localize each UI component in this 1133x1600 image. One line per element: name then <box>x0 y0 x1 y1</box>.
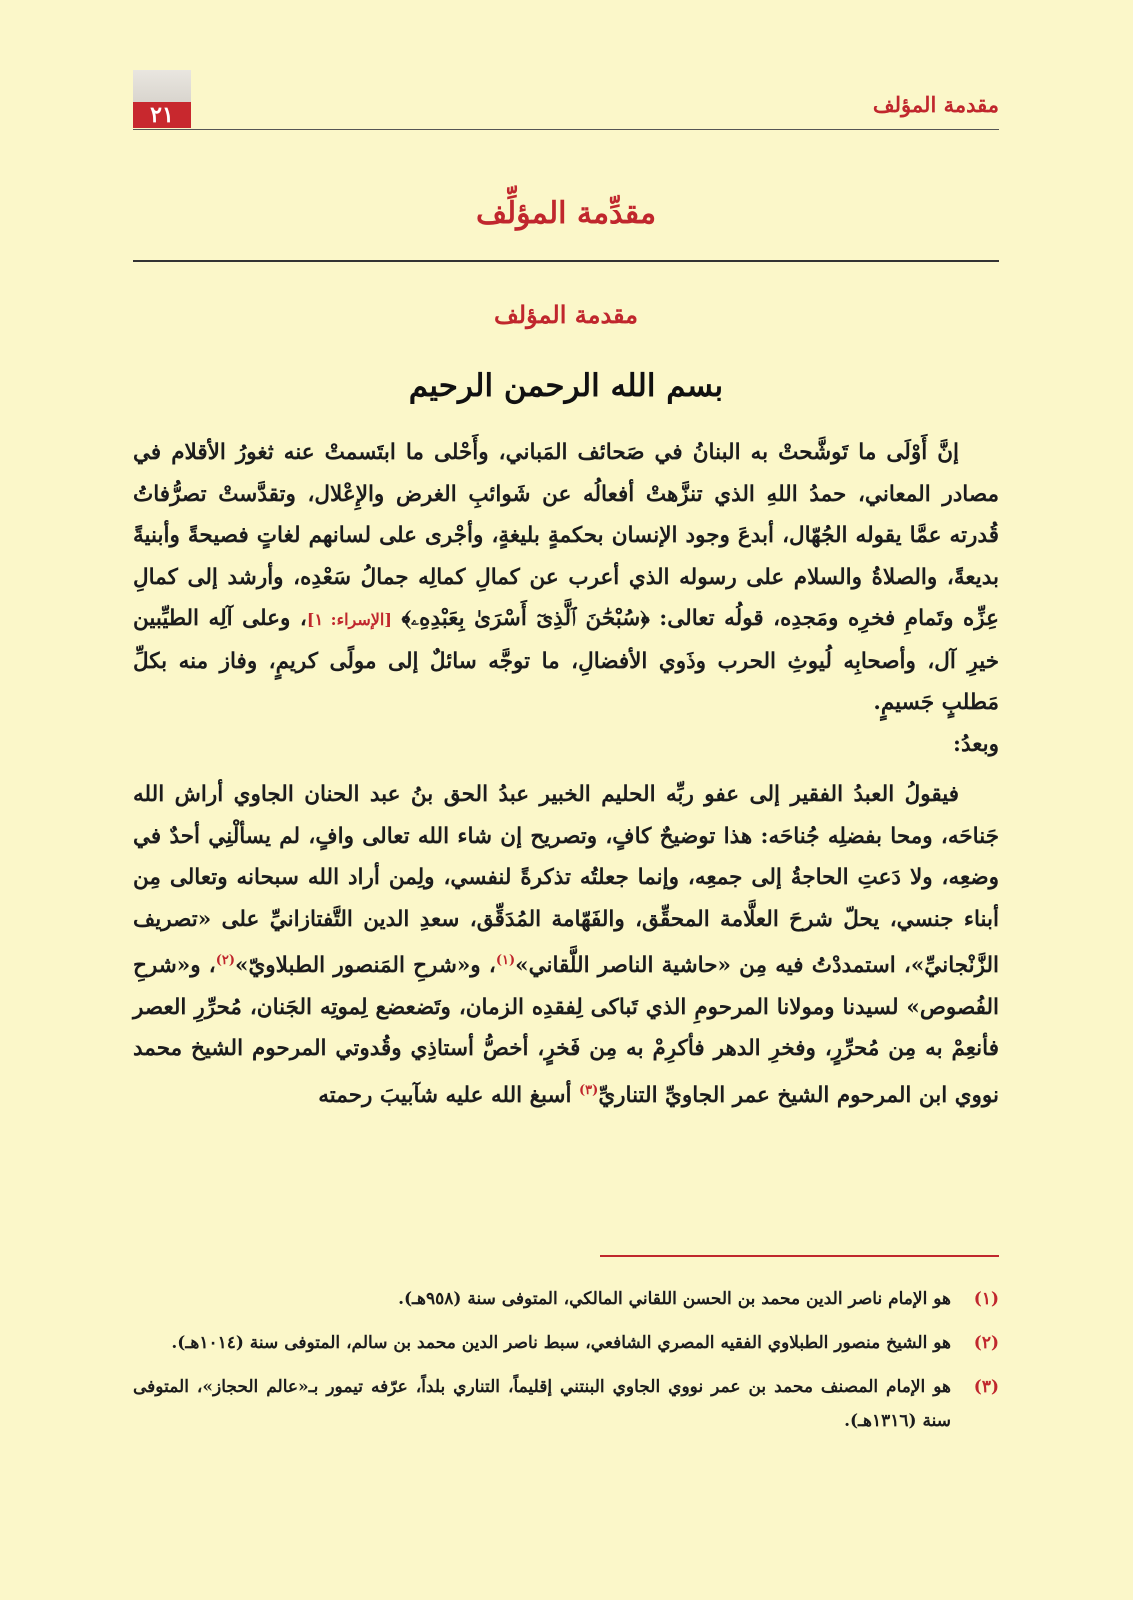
page-number-badge <box>133 70 191 128</box>
wa-baad: وبعدُ: <box>953 731 999 757</box>
section-title: مقدمة المؤلف <box>493 300 639 329</box>
paragraph-intro <box>133 432 999 724</box>
footnote-number: (٣) <box>973 1377 999 1397</box>
footnote-3 <box>133 1370 999 1438</box>
chapter-title: مقدِّمة المؤلِّف <box>475 196 657 231</box>
title-divider <box>133 260 999 262</box>
footnote-1 <box>133 1282 999 1316</box>
footnote-divider <box>600 1255 999 1257</box>
footnote-text: هو الإمام ناصر الدين محمد بن الحسن اللقاني المالكي، المتوفى سنة (٩٥٨هـ). <box>398 1289 951 1309</box>
footnote-ref-3[interactable]: (٣) <box>579 1082 599 1098</box>
body-text <box>133 432 999 1116</box>
main-text-3: ، و«شرحِ الفُصوص» لسيدنا ومولانا المرحومِ الذي تَباكى لِفقدِه الزمان، وتَضعضع لِموتِه الجَنان، مُحرِّرِ العصر فأنعِمْ به مِن مُحرِّرٍ، وفخرِ الدهر فأكرِمْ به مِن فَخرٍ، أخصُّ أستاذِي وقُدوتي المرحوم الشيخ محمد نووي ابن المرحوم الشيخ عمر الجاويِّ التناريِّ <box>133 953 999 1108</box>
page-number: ٢١ <box>150 102 174 128</box>
intro-text-continued: ، وعلى آلِه الطيِّبين خيرِ آل، وأصحابِه لُيوثِ الحرب وذَوي الأفضالِ، ما توجَّه سائلٌ إلى مولًى كريمٍ، وفاز منه بكلِّ مَطلبٍ جَسيمٍ. <box>133 606 999 715</box>
footnote-ref-2[interactable]: (٢) <box>215 953 236 968</box>
basmala: بسم الله الرحمن الرحيم <box>408 368 724 404</box>
quran-reference: [الإسراء: ١] <box>306 610 392 629</box>
page-header <box>133 70 999 130</box>
intro-text: إنَّ أَوْلَى ما تَوشَّحتْ به البنانُ في صَحائف المَباني، وأَحْلى ما ابتَسمتْ عنه ثغورُ الأقلام في مصادر المعاني، حمدُ اللهِ الذي تنزَّهتْ أفعالُه عن شَوائبِ الغرض والإِعْلال، وتقدَّستْ تصرُّفاتُ قُدرته عمَّا يقوله الجُهّال، أبدعَ وجود الإنسان بحكمةٍ بليغةٍ، وأجْرى على لسانهم لغاتٍ فصيحةً وأبنيةً بديعةً، والصلاةُ والسلام على رسوله الذي أعرب عن كمالِ كمالِه جمالُ سَعْدِه، وأرشد إلى كمالِ عِزِّه وتَمامِ فخرِه ومَجدِه، قولُه تعالى: <box>133 440 999 631</box>
footnotes <box>133 1282 999 1448</box>
footnote-number: (١) <box>973 1289 999 1309</box>
footnote-ref-1[interactable]: (١) <box>495 953 516 968</box>
running-title: مقدمة المؤلف <box>872 92 999 117</box>
footnote-text: هو الشيخ منصور الطبلاوي الفقيه المصري الشافعي، سبط ناصر الدين محمد بن سالم، المتوفى سنة (١٠١٤هـ). <box>171 1333 951 1353</box>
paragraph-main <box>133 774 999 1116</box>
main-text: فيقولُ العبدُ الفقير إلى عفو ربِّه الحليم الخبير عبدُ الحق بنُ عبد الحنان الجاوي أراش الله جَناحَه، ومحا بفضلِه جُناحَه: هذا توضيحٌ كافٍ، وتصريح إن شاء الله تعالى وافٍ، لم يسألْنِي أحدٌ في وضعِه، ولا دَعتِ الحاجةُ إلى جمعِه، وإنما جعلتُه تذكرةً لنفسي، ولِمن أراد الله سبحانه وتعالى مِن أبناء جنسي، يحلّ شرحَ العلَّامة المحقِّق، والفَهّامة المُدَقِّق، سعدِ الدين التَّفتازانيِّ على «تصريف الزَّنْجانيِّ»، استمددْتُ فيه مِن «حاشية الناصر اللَّقاني» <box>133 782 999 979</box>
footnote-text: هو الإمام المصنف محمد بن عمر نووي الجاوي البنتني إقليماً، التناري بلداً، عرّفه تيمور بـ«عالم الحجاز»، المتوفى سنة (١٣١٦هـ). <box>133 1377 951 1431</box>
footnote-2 <box>133 1326 999 1360</box>
quran-verse: ﴿سُبْحَٰنَ ٱلَّذِىٓ أَسْرَىٰ بِعَبْدِهِۦ﴾ <box>401 606 650 631</box>
main-text-4: أسبغ الله عليه شآبيبَ رحمته <box>318 1082 580 1108</box>
header-divider <box>133 129 999 130</box>
footnote-number: (٢) <box>973 1333 999 1353</box>
main-text-2: ، و«شرحِ المَنصور الطبلاويّ» <box>235 953 496 979</box>
